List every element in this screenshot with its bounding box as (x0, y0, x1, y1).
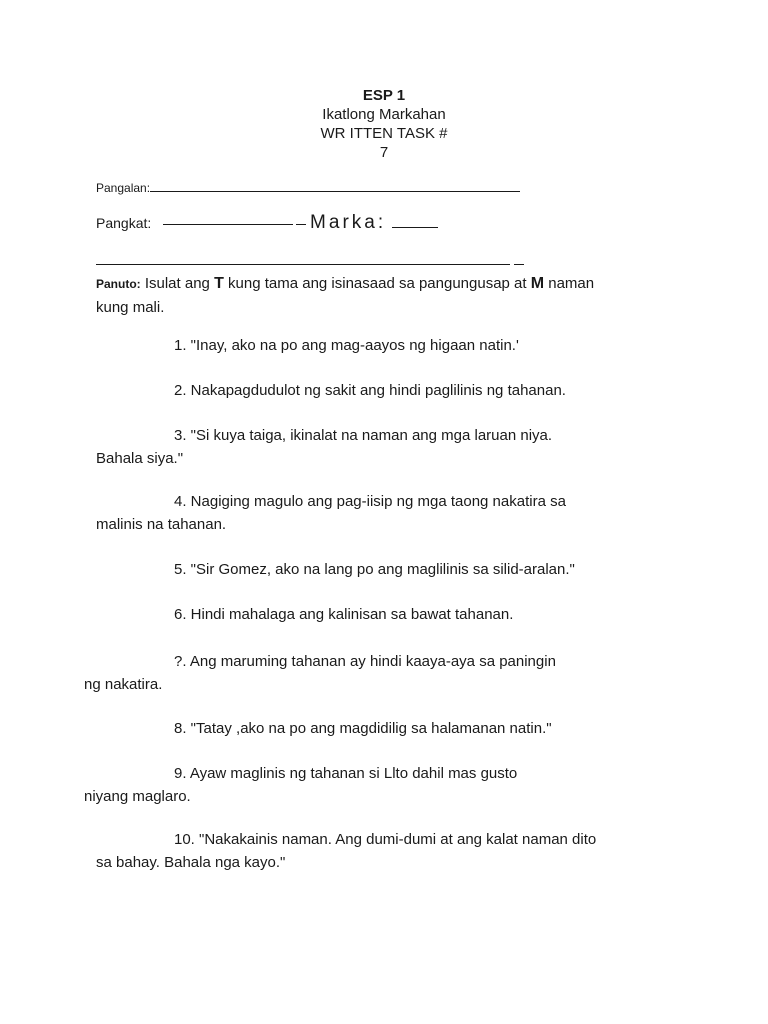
name-blank[interactable] (150, 191, 520, 192)
instructions-label: Panuto: (96, 277, 141, 291)
section-blank-tail (296, 224, 306, 225)
score-label: Marka: (310, 212, 387, 233)
question-item: 8. "Tatay ,ako na po ang magdidilig sa halamanan natin." (174, 720, 552, 737)
question-item: ?. Ang maruming tahanan ay hindi kaaya-aya sa paningin ng nakatira. (84, 653, 556, 693)
question-item: 1. "Inay, ako na po ang mag-aayos ng higaan natin.' (174, 337, 519, 354)
name-field-row (96, 181, 520, 195)
question-item: 4. Nagiging magulo ang pag-iisip ng mga taong nakatira sa malinis na tahanan. (96, 493, 566, 533)
question-item: 2. Nakapagdudulot ng sakit ang hindi paglilinis ng tahanan. (174, 382, 566, 399)
true-letter: T (214, 275, 224, 292)
task-number: 7 (379, 144, 389, 161)
name-label: Pangalan: (96, 181, 151, 195)
section-field-row (96, 212, 438, 234)
false-letter: M (530, 275, 545, 292)
instructions: Panuto: Isulat ang T kung tama ang isinasaad sa pangungusap at M naman kung mali. (96, 275, 595, 316)
question-item: 9. Ayaw maglinis ng tahanan si Llto dahil mas gusto niyang maglaro. (84, 765, 518, 805)
quarter-title: Ikatlong Markahan (322, 106, 446, 123)
task-title: WR ITTEN TASK # (320, 125, 448, 142)
extra-blank-line[interactable] (96, 264, 510, 265)
score-blank[interactable] (392, 227, 438, 228)
question-item: 5. "Sir Gomez, ako na lang po ang maglilinis sa silid-aralan." (174, 561, 575, 578)
section-blank[interactable] (163, 224, 293, 225)
section-label: Pangkat: (96, 215, 152, 231)
subject-title: ESP 1 (362, 87, 406, 104)
extra-blank-row (96, 252, 524, 270)
question-item: 3. "Si kuya taiga, ikinalat na naman ang mga laruan niya. Bahala siya." (96, 427, 553, 467)
question-item: 6. Hindi mahalaga ang kalinisan sa bawat tahanan. (174, 606, 514, 623)
extra-blank-tail (514, 264, 524, 265)
question-item: 10. "Nakakainis naman. Ang dumi-dumi at ang kalat naman dito sa bahay. Bahala nga kayo." (96, 831, 597, 871)
title-block (0, 86, 768, 162)
